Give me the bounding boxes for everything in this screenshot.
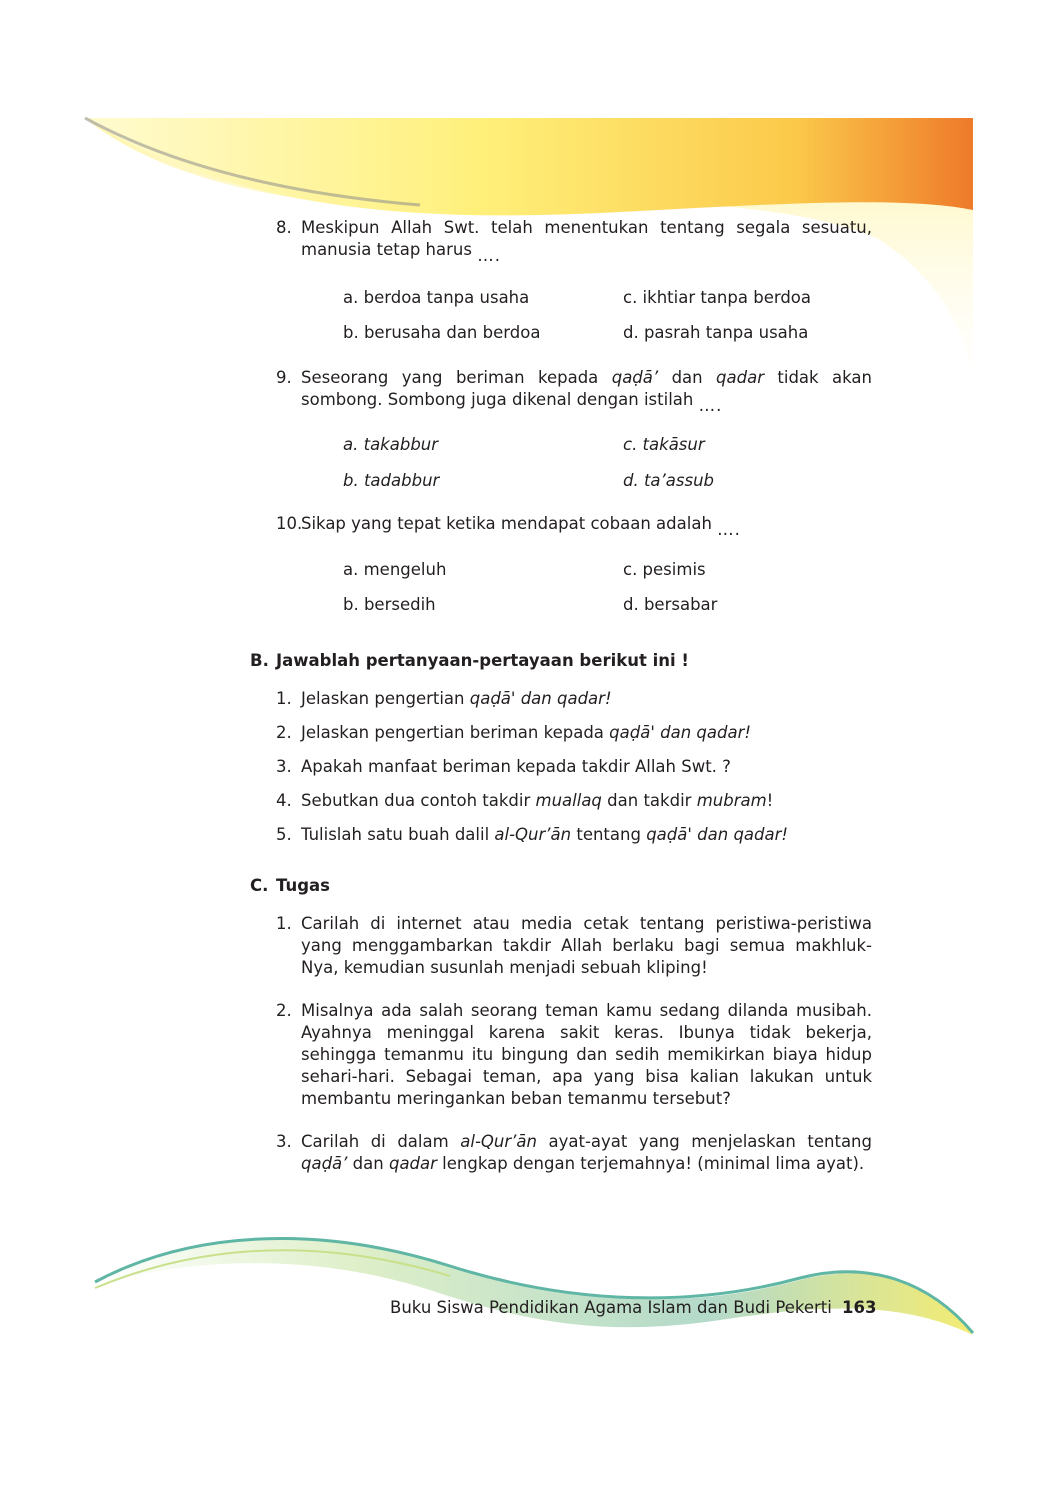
bottom-wave (95, 1237, 973, 1335)
question-10-option-c: c. pesimis (623, 560, 706, 579)
section-b-item: Apakah manfaat beriman kepada takdir Allah Swt. ? (301, 757, 731, 776)
question-8-number: 8. (276, 218, 292, 237)
section-c-letter: C. (250, 876, 269, 895)
section-b-item-number: 1. (276, 689, 292, 708)
section-b-item: Jelaskan pengertian qaḍā' dan qadar! (301, 689, 612, 708)
question-9-option-a: a. takabbur (343, 435, 439, 454)
section-c-item-number: 3. (276, 1132, 292, 1151)
section-c-item-number: 1. (276, 914, 292, 933)
section-b-item-number: 3. (276, 757, 292, 776)
question-10-text: Sikap yang tepat ketika mendapat cobaan adalah …. (301, 514, 741, 539)
question-9-number: 9. (276, 368, 292, 387)
section-b-letter: B. (250, 651, 269, 670)
question-10-option-a: a. mengeluh (343, 560, 447, 579)
section-b-item-number: 5. (276, 825, 292, 844)
question-9-text: Seseorang yang beriman kepada qaḍā’ dan qadar tidak akan sombong. Sombong juga dikenal dengan istilah …. (301, 368, 872, 415)
question-8-text: Meskipun Allah Swt. telah menentukan tentang segala sesuatu, manusia tetap harus …. (301, 218, 872, 265)
section-c-item: Carilah di internet atau media cetak tentang peristiwa-peristiwa yang menggambarkan takdir Allah berlaku bagi semua makhluk-Nya, kemudian susunlah menjadi sebuah kliping! (301, 914, 872, 977)
section-c-item: Misalnya ada salah seorang teman kamu sedang dilanda musibah. Ayahnya meninggal karena sakit keras. Ibunya tidak bekerja, sehingga temanmu itu bingung dan sedih memikirkan biaya hidup sehari-hari. Sebagai teman, apa yang bisa kalian lakukan untuk membantu meringankan beban temanmu tersebut? (301, 1001, 872, 1108)
question-8-option-c: c. ikhtiar tanpa berdoa (623, 288, 812, 307)
section-c-item-number: 2. (276, 1001, 292, 1020)
page-number: 163 (842, 1298, 877, 1317)
section-c-item: Carilah di dalam al-Qur’ān ayat-ayat yang menjelaskan tentang qaḍā’ dan qadar lengkap dengan terjemahnya! (minimal lima ayat). (301, 1132, 872, 1173)
question-8-option-d: d. pasrah tanpa usaha (623, 323, 809, 342)
section-b-item: Jelaskan pengertian beriman kepada qaḍā' dan qadar! (301, 723, 751, 742)
question-9-option-c: c. takāsur (623, 435, 705, 454)
section-b-item-number: 4. (276, 791, 292, 810)
section-b-heading: Jawablah pertanyaan-pertayaan berikut ini ! (276, 651, 689, 670)
section-c-heading: Tugas (276, 876, 330, 895)
question-9-option-d: d. ta’assub (623, 471, 715, 490)
question-8-option-a: a. berdoa tanpa usaha (343, 288, 530, 307)
question-10-number: 10. (276, 514, 303, 533)
section-b-item: Tulislah satu buah dalil al-Qur’ān tentang qaḍā' dan qadar! (301, 825, 789, 844)
question-9-option-b: b. tadabbur (343, 471, 440, 490)
question-10-option-b: b. bersedih (343, 595, 436, 614)
section-b-item-number: 2. (276, 723, 292, 742)
question-10-option-d: d. bersabar (623, 595, 718, 614)
question-8-option-b: b. berusaha dan berdoa (343, 323, 541, 342)
section-b-item: Sebutkan dua contoh takdir muallaq dan takdir mubram! (301, 791, 774, 810)
footer-book-title: Buku Siswa Pendidikan Agama Islam dan Budi Pekerti (390, 1298, 832, 1317)
